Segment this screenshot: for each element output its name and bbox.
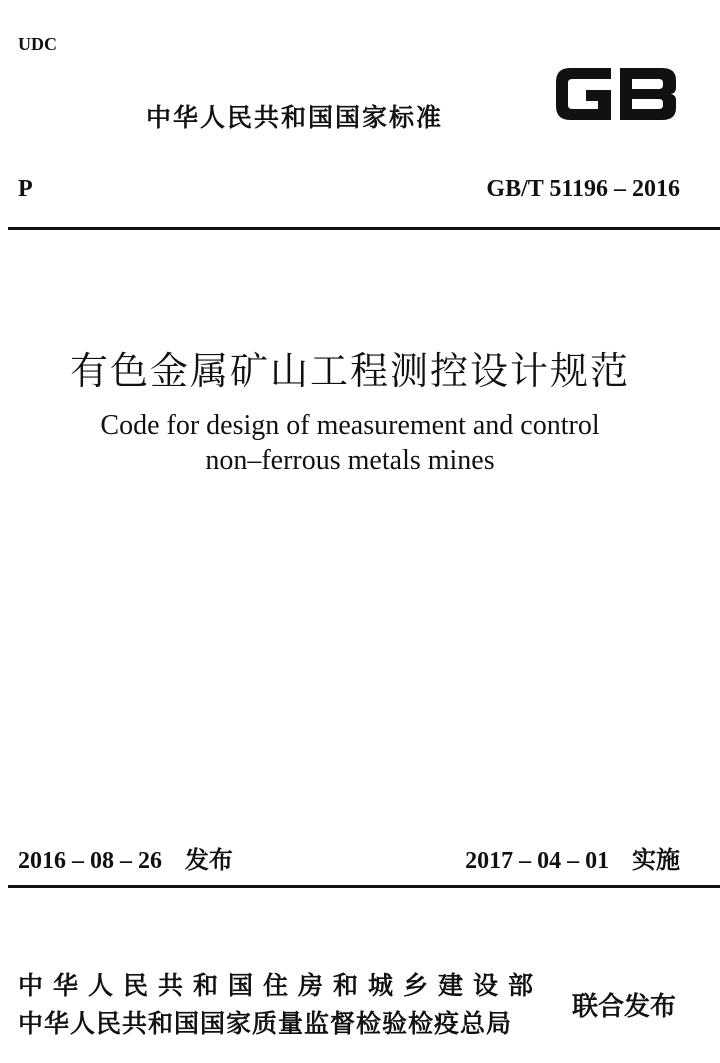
gb-logo-icon [548,58,684,130]
publisher-line2: 中华人民共和国国家质量监督检验检疫总局 [18,1009,513,1038]
issue-label: 发布 [184,846,233,874]
udc-label: UDC [18,34,57,54]
issue-date-block [18,840,233,875]
title-chinese: 有色金属矿山工程测控设计规范 [69,349,630,393]
standard-number: GB/T 51196 – 2016 [486,176,680,202]
implement-date-block [465,840,680,875]
publisher-line1: 中华人民共和国住房和城乡建设部 [18,971,544,1000]
title-english-line1: Code for design of measurement and control [100,410,600,441]
joint-publish-label: 联合发布 [572,992,677,1022]
implement-label: 实施 [632,846,680,874]
category-code: P [18,176,33,202]
title-english-line2: non–ferrous metals mines [205,445,495,476]
issue-date: 2016 – 08 – 26 [18,848,162,874]
footer-divider [8,885,720,888]
header-divider [8,227,720,230]
implement-date: 2017 – 04 – 01 [465,848,610,874]
gb-logo [548,58,684,130]
national-standard-label: 中华人民共和国国家标准 [146,103,444,132]
